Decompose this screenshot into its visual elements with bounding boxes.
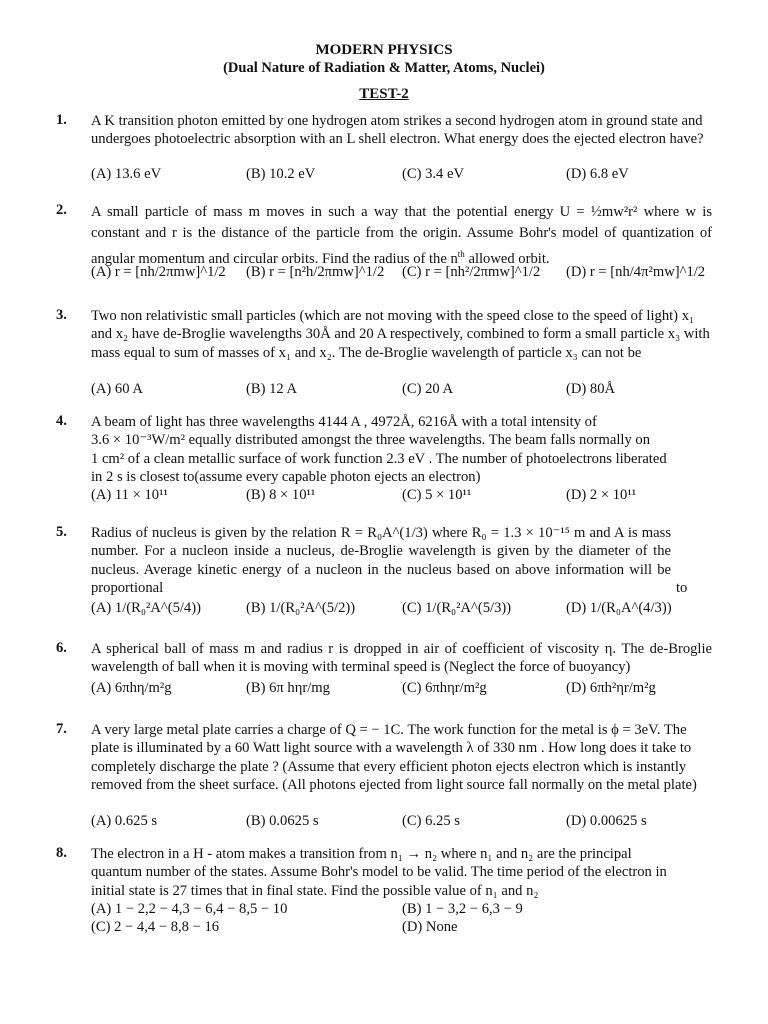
option-c: (C) r = [nh²/2πmw]^1/2	[402, 264, 541, 280]
options-row	[91, 813, 712, 831]
options-row	[91, 381, 712, 399]
page-subtitle: (Dual Nature of Radiation & Matter, Atoms, Nuclei)	[223, 60, 545, 76]
test-label: TEST-2	[359, 86, 409, 102]
option-c: (C) 2 − 4,4 − 8,8 − 16	[91, 919, 220, 935]
option-c: (C) 20 A	[402, 381, 454, 397]
question-text: A very large metal plate carries a charge of Q = − 1C. The work function for the metal is ϕ = 3eV. The plate is illuminated by a 60 Watt light source with a wavelength λ of 330 nm . How long does it take to completely discharge the plate ? (Assume that every efficient photon ejects electron which is instantly removed from the sheet surface. (All photons ejected from light source fall normally on the metal plate)	[91, 722, 697, 793]
question-number: 2.	[56, 202, 67, 218]
question-text-end: allowed orbit.	[464, 250, 550, 267]
options-row	[91, 680, 712, 702]
option-b: (B) 8 × 10¹¹	[246, 487, 316, 503]
option-b: (B) 1 − 3,2 − 6,3 − 9	[402, 901, 523, 917]
question-line: 3.6 × 10⁻³W/m² equally distributed amongst the three wavelengths. The beam falls normally on	[91, 432, 650, 449]
question-line: A beam of light has three wavelengths 4144 A , 4972Å, 6216Å with a total intensity of	[91, 414, 597, 430]
option-c: (C) 5 × 10¹¹	[402, 487, 472, 503]
question-number: 8.	[56, 845, 67, 861]
option-d: (D) 0.00625 s	[566, 813, 647, 829]
option-a: (A) 1 − 2,2 − 4,3 − 6,4 − 8,5 − 10	[91, 901, 288, 917]
option-b: (B) 6π hηr/mg	[246, 680, 330, 696]
option-a: (A) 6πhη/m²g	[91, 680, 172, 696]
question-line: in 2 s is closest to(assume every capable photon ejects an electron)	[91, 468, 481, 485]
options-row	[91, 264, 712, 290]
option-d: (D) 80Å	[566, 381, 616, 397]
option-c: (C) 3.4 eV	[402, 166, 465, 182]
option-a: (A) 1/(R₀²A^(5/4))	[91, 600, 201, 616]
option-c: (C) 6.25 s	[402, 813, 460, 829]
option-d: (D) 6.8 eV	[566, 166, 629, 182]
question-text-to: to	[676, 580, 688, 596]
option-b: (B) 1/(R₀²A^(5/2))	[246, 600, 356, 616]
option-a: (A) 60 A	[91, 381, 143, 397]
page-title: MODERN PHYSICS	[315, 42, 453, 58]
option-a: (A) 11 × 10¹¹	[91, 487, 168, 503]
question-text	[91, 202, 712, 270]
option-a: (A) 13.6 eV	[91, 166, 162, 182]
option-d: (D) 6πh²ηr/m²g	[566, 680, 656, 696]
question-text	[91, 845, 712, 900]
option-a: (A) 0.625 s	[91, 813, 158, 829]
question-text-main: A small particle of mass m moves in such a way that the potential energy U = ½mw²r² where w is constant and r is the distance of the particle from the origin. Assume Bohr's model of quantization of angular momentum and circular orbits. Find the radius of the n	[91, 204, 712, 267]
question-number: 5.	[56, 524, 67, 540]
question-number: 4.	[56, 413, 67, 429]
question-text: A K transition photon emitted by one hydrogen atom strikes a second hydrogen atom in ground state and undergoes photoelectric absorption with an L shell electron. What energy does the ejected electron have?	[91, 113, 704, 148]
question-number: 7.	[56, 721, 67, 737]
option-b: (B) 0.0625 s	[246, 813, 319, 829]
option-b: (B) 10.2 eV	[246, 166, 316, 182]
option-d: (D) 2 × 10¹¹	[566, 487, 637, 503]
question-number: 6.	[56, 640, 67, 656]
options-row	[91, 919, 712, 937]
option-a: (A) r = [nh/2πmw]^1/2	[91, 264, 226, 280]
question-line: initial state is 27 times that in final state. Find the possible value of n₁ and n₂	[91, 882, 539, 899]
option-c: (C) 6πhηr/m²g	[402, 680, 487, 696]
options-row	[91, 901, 712, 919]
options-row	[91, 487, 712, 505]
question-number: 3.	[56, 307, 67, 323]
question-text	[91, 413, 712, 486]
question-line: quantum number of the states. Assume Bohr's model to be valid. The time period of the electron in	[91, 864, 667, 881]
question-line: The electron in a H - atom makes a transition from n₁ → n₂ where n₁ and n₂ are the principal	[91, 846, 632, 862]
option-d: (D) r = [nh/4π²mw]^1/2	[566, 264, 706, 280]
question-text: A spherical ball of mass m and radius r is dropped in air of coefficient of viscosity η. The de-Broglie wavelength of ball when it is moving with terminal speed is (Neglect the force of buoyancy)	[91, 641, 712, 676]
options-row	[91, 600, 712, 622]
question-number: 1.	[56, 112, 67, 128]
question-line: 1 cm² of a clean metallic surface of work function 2.3 eV . The number of photoelectrons liberated	[91, 450, 667, 467]
superscript-th: th	[457, 249, 465, 259]
option-d: (D) None	[402, 919, 458, 935]
question-text: Two non relativistic small particles (which are not moving with the speed close to the speed of light) x₁ and x₂ have de-Broglie wavelengths 30Å and 20 A respectively, combined to form a small particle x₃ with mass equal to sum of masses of x₁ and x₂. The de-Broglie wavelength of particle x₃ can not be	[91, 308, 710, 361]
option-d: (D) 1/(R₀A^(4/3))	[566, 600, 672, 616]
option-b: (B) r = [n²h/2πmw]^1/2	[246, 264, 385, 280]
option-b: (B) 12 A	[246, 381, 298, 397]
option-c: (C) 1/(R₀²A^(5/3))	[402, 600, 512, 616]
options-row	[91, 166, 712, 184]
question-text: Radius of nucleus is given by the relation R = R₀A^(1/3) where R₀ = 1.3 × 10⁻¹⁵ m and A is mass number. For a nucleon inside a nucleus, de-Broglie wavelength is given by the diameter of the nucleus. Average kinetic energy of a nucleon in the nucleus based on above information will be proportional	[91, 525, 671, 596]
